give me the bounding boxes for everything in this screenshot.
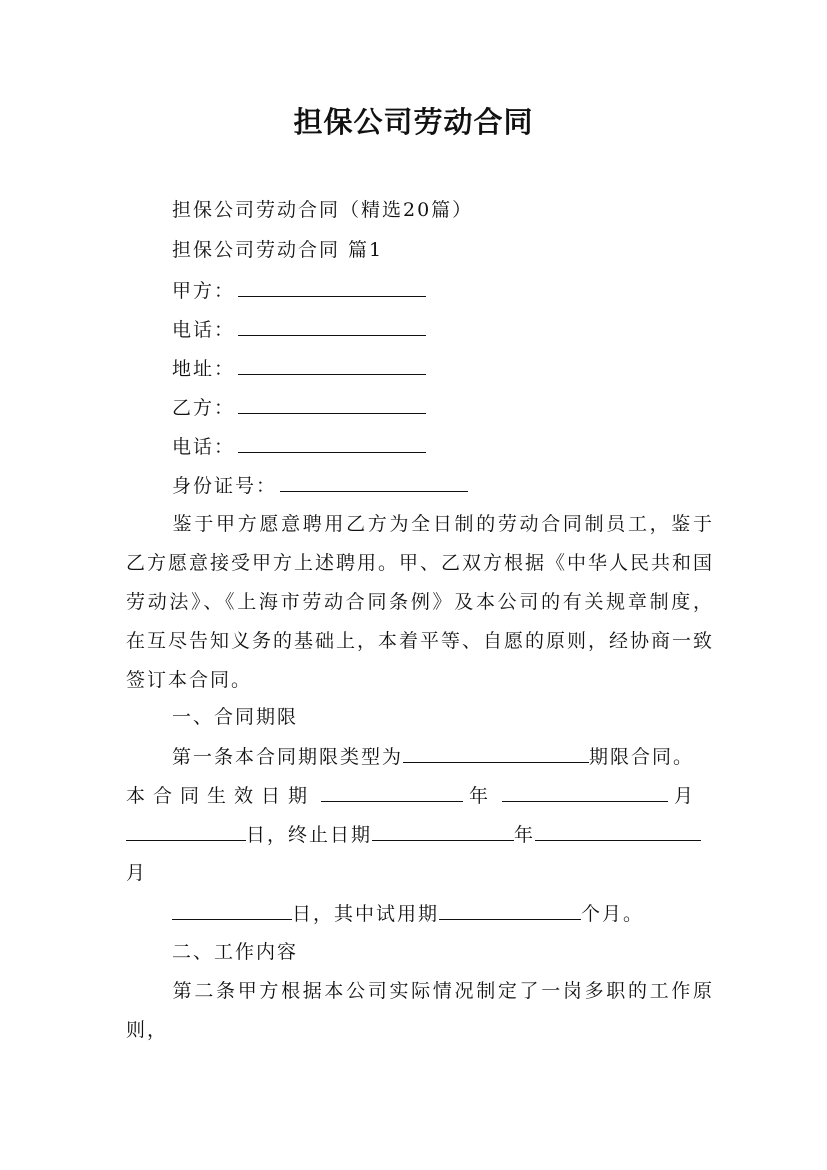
clause-2-text: 第二条甲方根据本公司实际情况制定了一岗多职的工作原则， <box>126 980 714 1041</box>
document-subtitle: 担保公司劳动合同（精选20篇） <box>172 199 474 221</box>
clause-text: 期限合同。 <box>589 746 695 768</box>
field-label: 身份证号： <box>172 475 278 497</box>
clause-1-line-2 <box>126 783 701 808</box>
clause-2-paragraph <box>126 972 714 1050</box>
field-blank <box>238 356 426 375</box>
clause-text: 年 <box>514 824 536 846</box>
end-year-blank <box>372 822 514 841</box>
field-address <box>172 356 426 381</box>
field-blank <box>238 395 426 414</box>
intro-paragraph <box>126 505 714 700</box>
clause-1-line-5 <box>172 901 644 926</box>
field-blank <box>238 434 426 453</box>
field-label: 电话： <box>172 319 236 341</box>
field-party-b <box>172 395 426 420</box>
intro-text: 鉴于甲方愿意聘用乙方为全日制的劳动合同制员工，鉴于乙方愿意接受甲方上述聘用。甲、乙双方根据《中华人民共和国劳动法》、《上海市劳动合同条例》及本公司的有关规章制度，在互尽告知义务的基础上，本着平等、自愿的原则，经协商一致签订本合同。 <box>126 513 715 691</box>
heading-work-content: 二、工作内容 <box>172 941 299 963</box>
probation-blank <box>439 901 581 920</box>
field-party-a <box>172 278 426 303</box>
field-phone-b <box>172 434 426 459</box>
clause-text: 本合同生效日期 <box>126 785 316 807</box>
clause-text: 日，其中试用期 <box>292 903 440 925</box>
field-blank <box>280 473 468 492</box>
field-blank <box>238 278 426 297</box>
field-label: 乙方： <box>172 397 236 419</box>
clause-text: 月 <box>674 785 702 807</box>
start-year-blank <box>321 783 463 802</box>
field-phone-a <box>172 317 426 342</box>
clause-text: 第一条本合同期限类型为 <box>172 746 404 768</box>
document-title: 担保公司劳动合同 <box>293 105 534 139</box>
field-label: 电话： <box>172 436 236 458</box>
clause-1-line-3 <box>126 822 701 847</box>
clause-1-line-4: 月 <box>126 862 148 884</box>
term-type-blank <box>403 744 589 763</box>
clause-text: 年 <box>469 785 497 807</box>
field-id-number <box>172 473 468 498</box>
start-month-blank <box>502 783 668 802</box>
end-day-blank <box>172 901 292 920</box>
clause-text: 日，终止日期 <box>246 824 373 846</box>
heading-contract-term: 一、合同期限 <box>172 706 299 728</box>
clause-1-line-1 <box>172 744 694 769</box>
field-label: 地址： <box>172 358 236 380</box>
start-day-blank <box>126 822 246 841</box>
end-month-blank <box>535 822 701 841</box>
field-blank <box>238 317 426 336</box>
field-label: 甲方： <box>172 280 236 302</box>
section-heading: 担保公司劳动合同 篇1 <box>172 239 384 261</box>
clause-text: 个月。 <box>581 903 645 925</box>
